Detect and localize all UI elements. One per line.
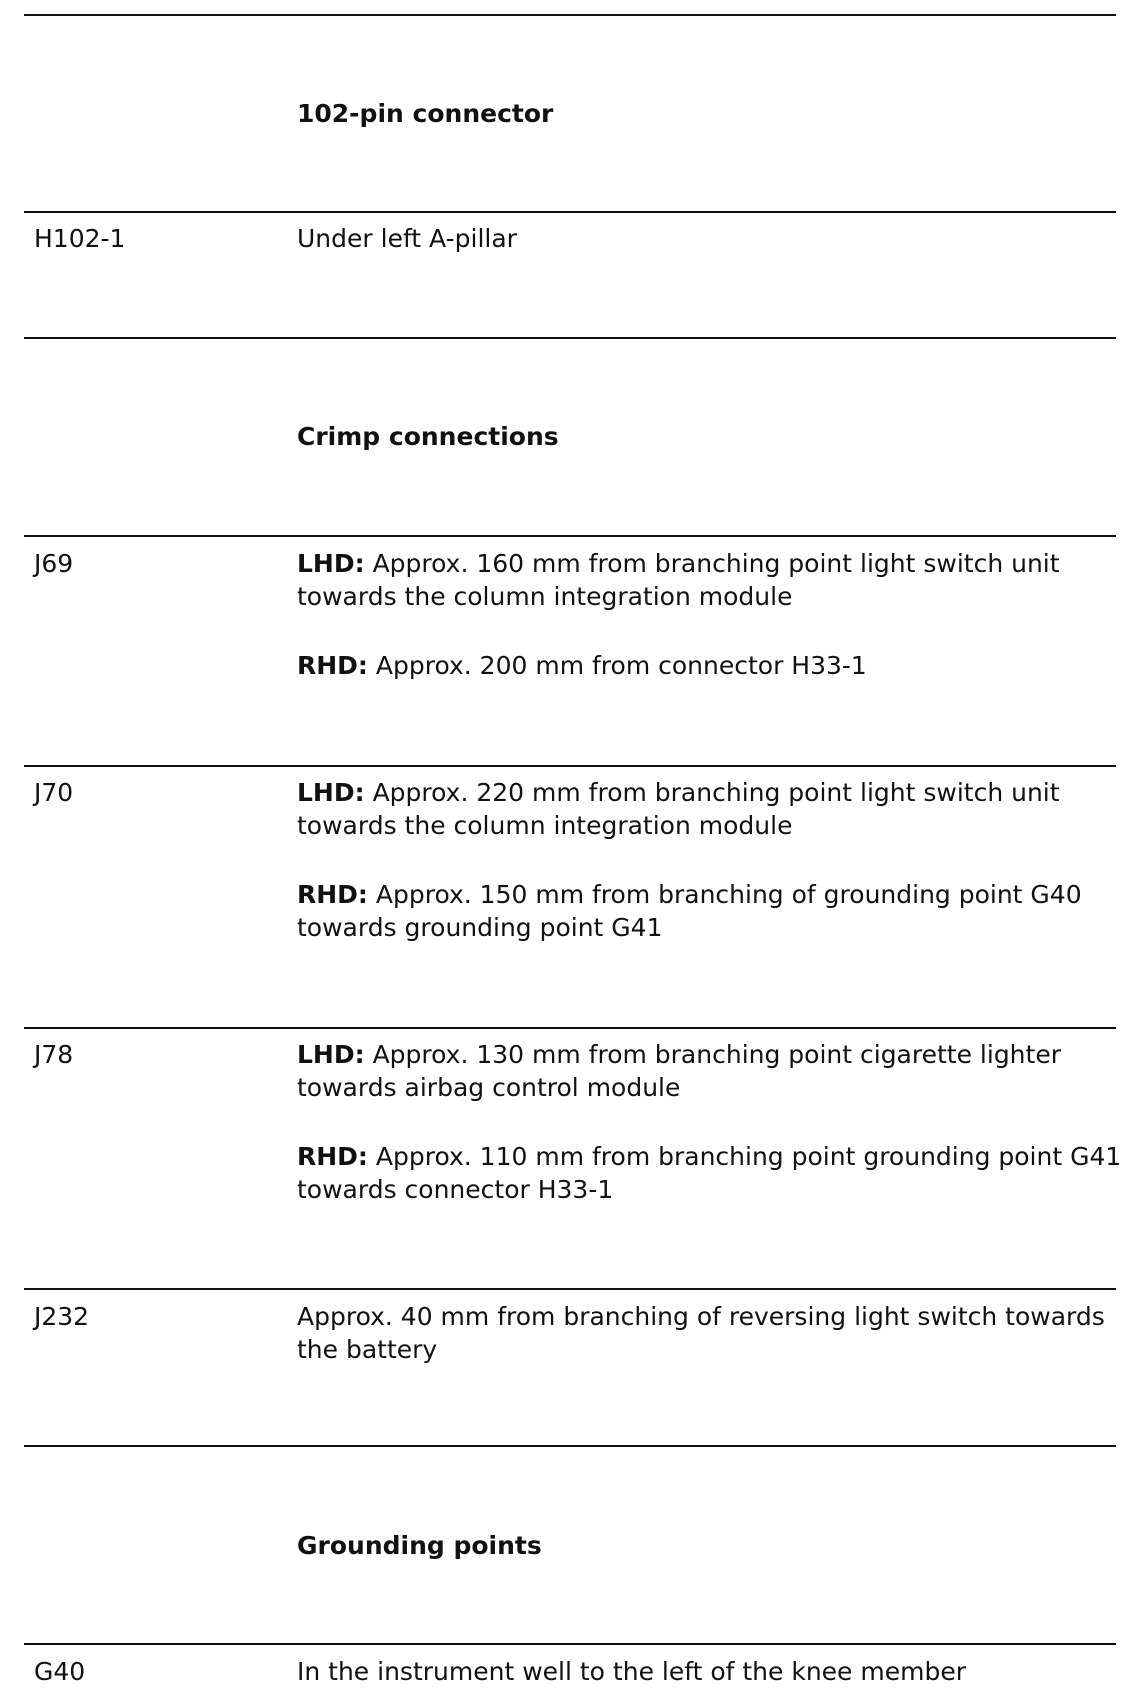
table-rule (24, 535, 1116, 537)
location-description (297, 1038, 1127, 1206)
description-paragraph: RHD: Approx. 110 mm from branching point grounding point G41 towards connector H33-1 (297, 1142, 1122, 1204)
table-rule (24, 1027, 1116, 1029)
table-rule (24, 337, 1116, 339)
location-description (297, 776, 1127, 944)
component-code: J69 (34, 549, 74, 578)
component-code: G40 (34, 1657, 86, 1686)
section-heading: 102-pin connector (297, 99, 554, 128)
description-paragraph: Under left A-pillar (297, 224, 517, 253)
table-rule (24, 1288, 1116, 1290)
component-code: H102-1 (34, 224, 126, 253)
table-rule (24, 765, 1116, 767)
description-paragraph: In the instrument well to the left of the knee member (297, 1657, 966, 1686)
description-paragraph: Approx. 40 mm from branching of reversing light switch towards the battery (297, 1302, 1105, 1364)
description-paragraph: LHD: Approx. 160 mm from branching point light switch unit towards the column integration module (297, 549, 1060, 611)
section-heading: Crimp connections (297, 422, 559, 451)
table-rule (24, 211, 1116, 213)
section-heading: Grounding points (297, 1531, 542, 1560)
description-paragraph: LHD: Approx. 220 mm from branching point light switch unit towards the column integration module (297, 778, 1060, 840)
location-description (297, 222, 1127, 255)
table-rule (24, 14, 1116, 16)
location-description (297, 1300, 1127, 1366)
description-paragraph: LHD: Approx. 130 mm from branching point cigarette lighter towards airbag control module (297, 1040, 1061, 1102)
component-code: J78 (34, 1040, 74, 1069)
table-rule (24, 1643, 1116, 1645)
description-paragraph: RHD: Approx. 150 mm from branching of grounding point G40 towards grounding point G41 (297, 880, 1082, 942)
component-code: J70 (34, 778, 74, 807)
table-rule (24, 1445, 1116, 1447)
location-description (297, 1655, 1127, 1688)
location-description (297, 547, 1127, 682)
description-paragraph: RHD: Approx. 200 mm from connector H33-1 (297, 651, 867, 680)
component-code: J232 (34, 1302, 90, 1331)
